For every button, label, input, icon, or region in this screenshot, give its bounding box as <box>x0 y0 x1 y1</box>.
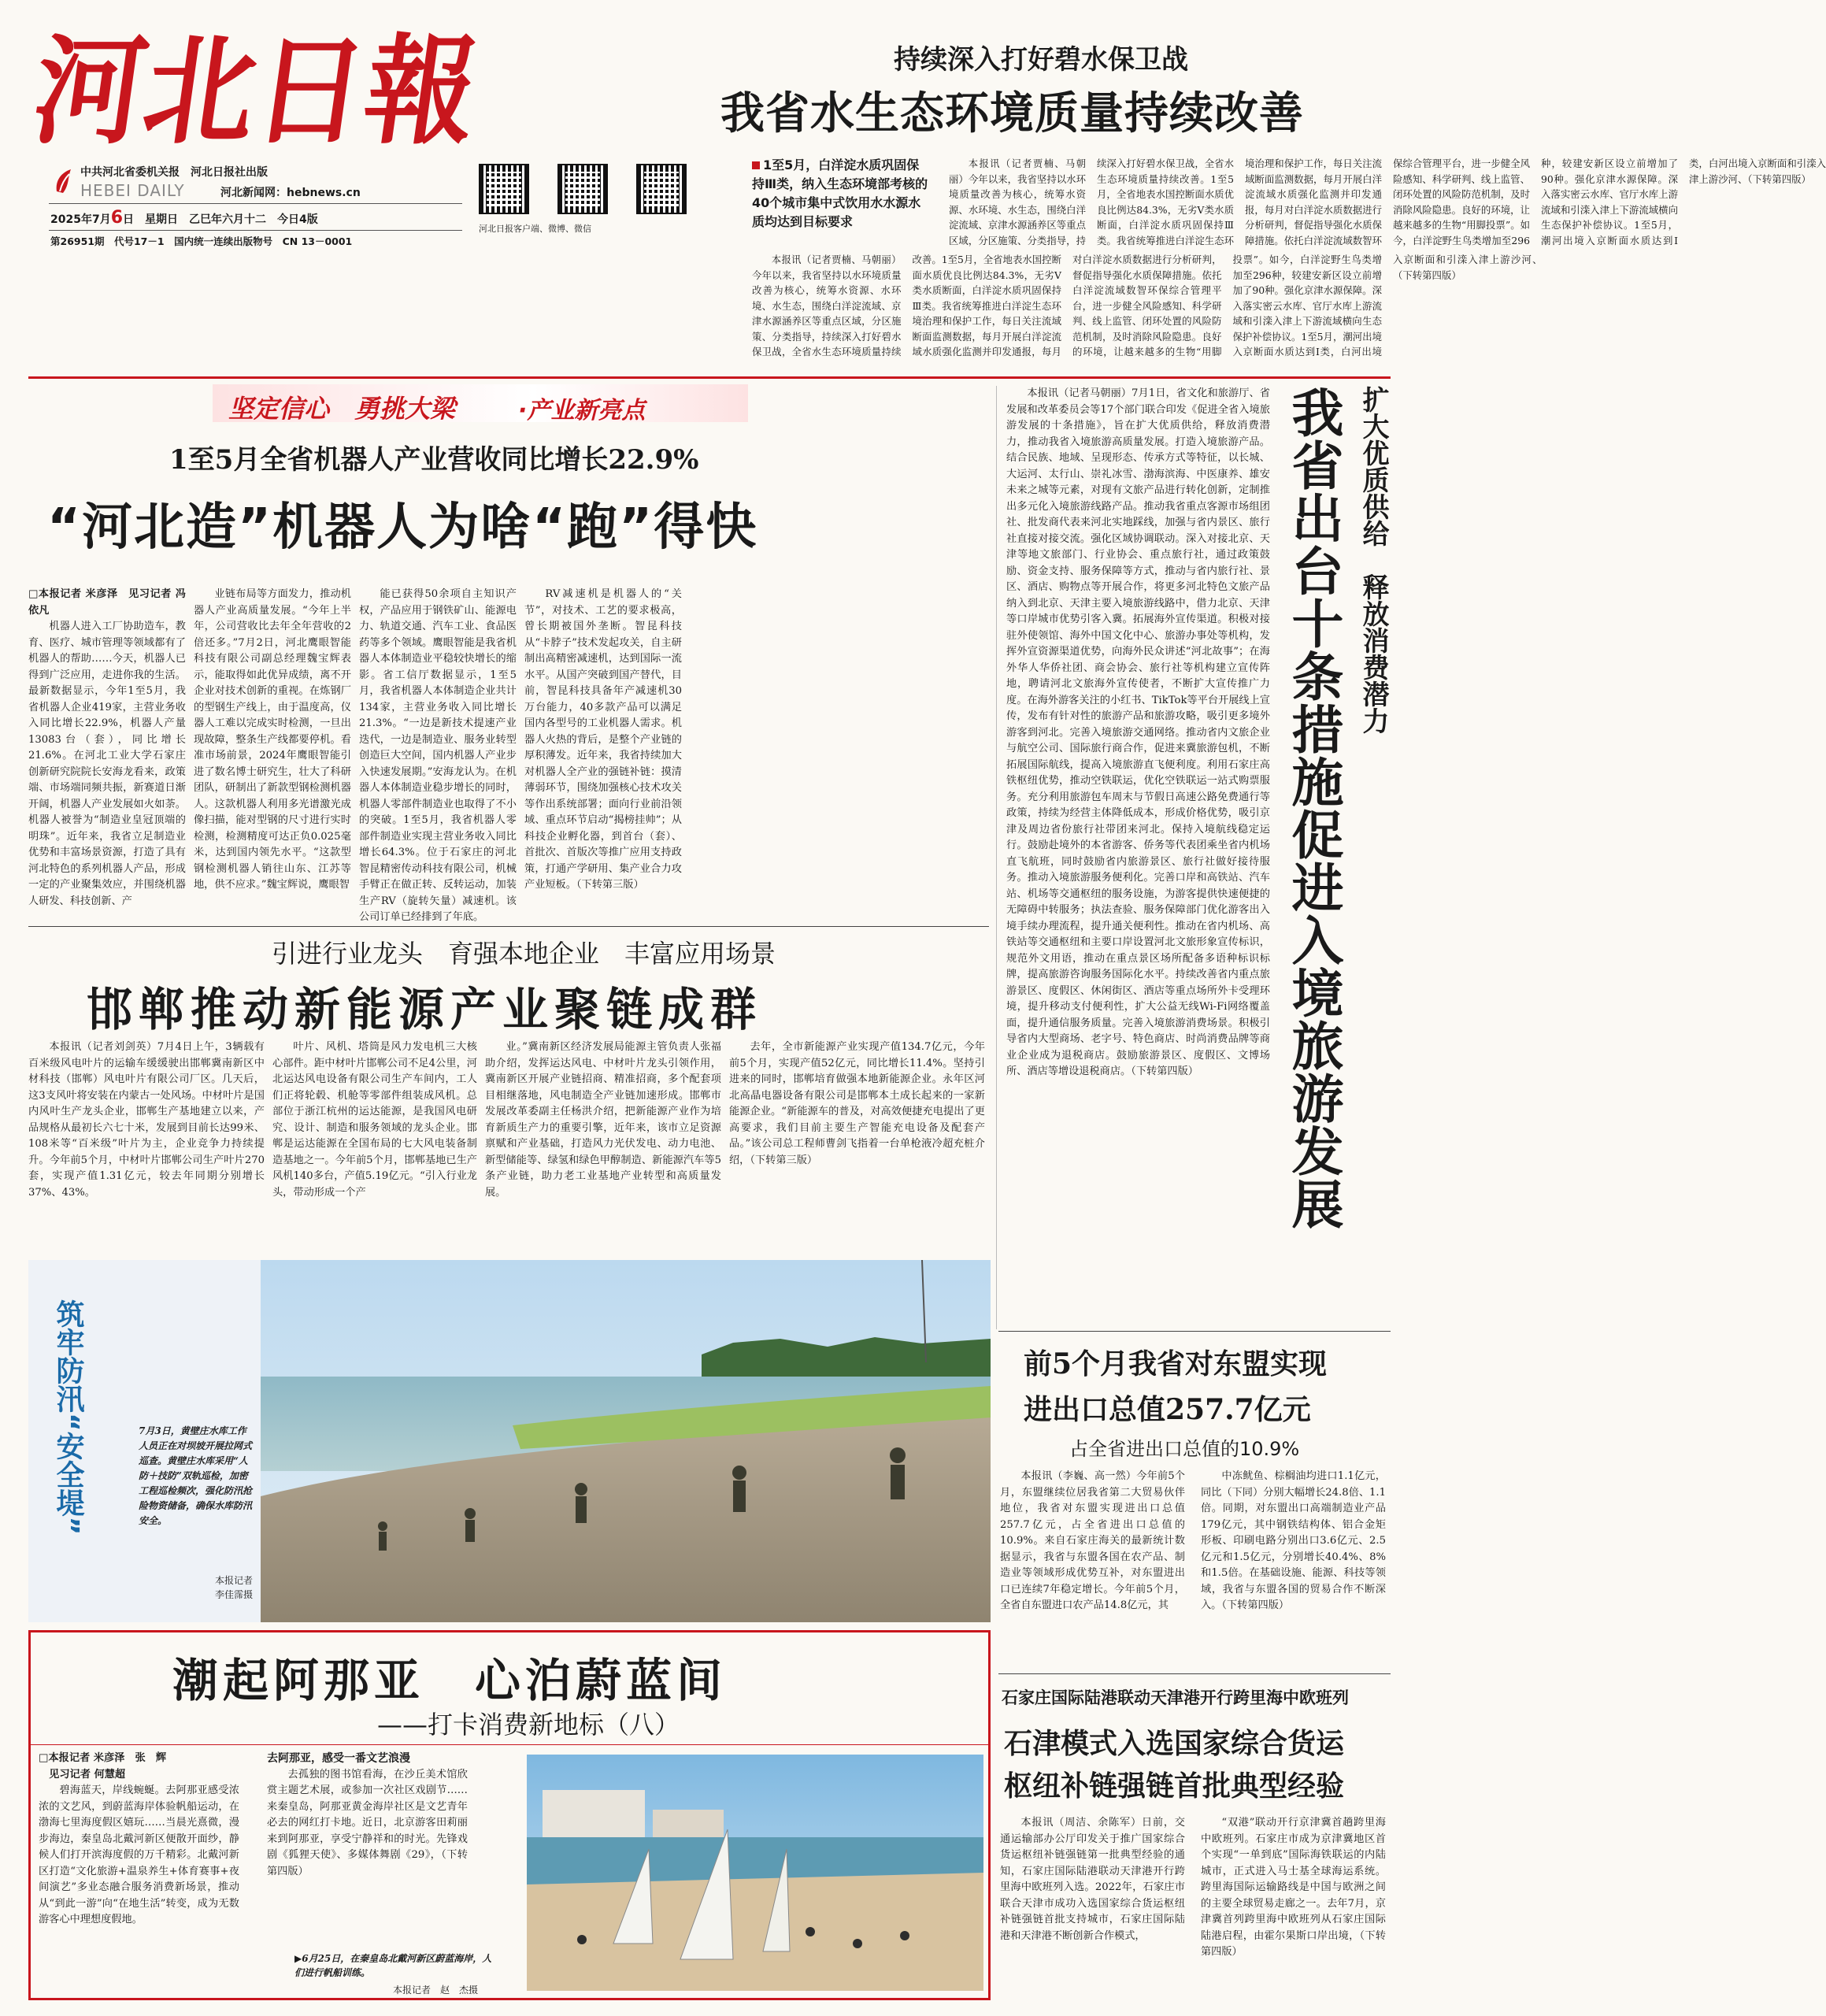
tour-box <box>28 1630 991 2000</box>
qr-caption: 河北日报客户端、微博、微信 <box>479 224 591 234</box>
lead-headline: 我省水生态环境质量持续改善 <box>720 87 1304 139</box>
masthead <box>25 16 517 252</box>
tour-col1-text: 碧海蓝天，岸线蜿蜒。去阿那亚感受浓浓的文艺风，到蔚蓝海岸体验帆船运动，在渤海七里海度假区嬉玩……当晨光熹微，漫步海边，秦皇岛北戴河新区便散开面纱，静候人们打开滨海度假的万千精彩。北戴河新区打造“文化旅游+温泉养生+体育赛事+夜间演艺”多业态融合服务消费新场景，推动从“到此一游”向“在地生活”转变，成为无数游客心中理想度假地。 <box>39 1784 239 1925</box>
asean-headline-1: 前5个月我省对东盟实现 <box>1024 1347 1328 1380</box>
robot-col-4 <box>524 587 682 925</box>
lead-body-col <box>949 156 1826 254</box>
lead-summary: 1至5月，白洋淀水质巩固保持Ⅲ类，纳入生态环境部考核的40个城市集中式饮用水水源水质均达到目标要求 <box>752 158 928 229</box>
tour-subhead: ——打卡消费新地标（八） <box>377 1710 680 1740</box>
qr-code-icon[interactable] <box>557 164 608 214</box>
newspaper-logo <box>25 16 517 161</box>
red-square-icon <box>752 161 760 169</box>
robot-col-3 <box>359 587 517 925</box>
handan-col3-text: 业。”冀南新区经济发展局能源主管负责人张福助介绍，发挥运达风电、中材叶片龙头引领作用，冀南新区开展产业链招商、精准招商，多个配套项目相继落地，风电制造全产业链加速形成。邯郸市发展改革委副主任杨洪介绍，把新能源产业作为培育新质生产力的重要引擎，近年来，该市立足资源禀赋和产业基础，打造风力光伏发电、动力电池、新型储能等、绿氢和绿色甲醇制造、新能源汽车等5条产业链，助力老工业基地产业转型和高质量发展。 <box>485 1041 721 1199</box>
handan-col-3 <box>485 1040 721 1254</box>
date-line <box>50 208 318 228</box>
handan-kicker: 引进行业龙头 育强本地企业 丰富应用场景 <box>272 939 776 969</box>
tour-byline: □本报记者 米彦泽 张 辉 见习记者 何慧超 <box>39 1752 167 1781</box>
lead-body-text: 本报讯（记者贾楠、马朝丽）今年以来，我省坚持以水环境质量改善为核心，统筹水资源、水环境、水生态，围绕白洋淀流域、京津水源涵养区等重点区域，分区施策、分类指导，持续深入打好碧水保卫战，全省水生态环境质量持续改善。1至5月，全省地表水国控断面水质优良比例达84.3%，无劣Ⅴ类水质断面，白洋淀水质巩固保持Ⅲ类。我省统筹推进白洋淀生态环境治理和保护工作，每日关注流域断面监测数据，每月开展白洋淀流域水质强化监测并印发通报，每月对白洋淀水质数据进行分析研判，督促指导强化水质保障措施。依托白洋淀流域数智环保综合管理平台，进一步健全风险感知、科学研判、线上监管、闭环处置的风险防范机制，及时消除风险隐患。良好的环境，让越来越多的生物“用脚投票”。如今，白洋淀野生鸟类增加至296种，较建安新区设立前增加了90种。强化京津水源保障。深入落实密云水库、官厅水库上游流域和引滦入津上下游流域横向生态保护补偿协议。1至5月，潮河出境入京断面水质达到Ⅰ类，白河出境入京断面和引滦入津上游沙河、（下转第四版） <box>752 254 1543 358</box>
logo-text: 河北日報 <box>25 20 517 161</box>
robot-col2-text: 业链布局等方面发力，推动机器人产业高质量发展。“今年上半年，公司营收比去年全年营收的2倍还多。”7月2日，河北鹰眼智能科技有限公司副总经理魏宝辉表示，能取得如此优异成绩，离不开企业对技术创新的重视。在炼钢厂的型钢生产线上，由于温度高，仪器人工难以完成实时检测，一旦出现故障，整条生产线都要停机。看准市场前景，2024年鹰眼智能引进了数名博士研究生，壮大了科研团队，研制出了新款型钢检测机器人。这款机器人利用多光谱激光成像扫描，能对型钢的尺寸进行实时检测，检测精度可达正负0.025毫米，达到国内领先水平。“这款型钢检测机器人销往山东、江苏等地，供不应求。”魏宝辉说，鹰眼智 <box>194 588 351 891</box>
publisher-line: 中共河北省委机关报 河北日报社出版 <box>80 166 268 179</box>
reservoir-photo <box>261 1260 991 1622</box>
date-month: 2025年7月 <box>50 213 111 226</box>
rail-headline-2: 枢纽补链强链首批典型经验 <box>1004 1770 1345 1803</box>
tourism-vertical-kicker: 扩大优质供给 释放消费潜力 <box>1357 386 1389 734</box>
asean-col-2 <box>1201 1469 1386 1666</box>
rail-col-1 <box>1000 1815 1185 2003</box>
banner-right: ·产业新亮点 <box>518 397 646 424</box>
tourism-body-text: 本报讯（记者马朝丽）7月1日，省文化和旅游厅、省发展和改革委员会等17个部门联合印发《促进全省入境旅游发展的十条措施》，旨在扩大优质供给，释放消费潜力，推动我省入境旅游高质量发展。打造入境旅游产品。结合民族、地域、呈现形态、传承方式等特征，以长城、大运河、太行山、崇礼冰雪、渤海滨海、中医康养、雄安未来之城等元素，对现有文旅产品进行转化创新，定制推出多元化入境旅游线路产品。推动我省重点客源市场组团社、批发商代表来河北实地踩线，加强与省内景区、旅行社直接对接交流。强化区域协调联动。深入对接北京、天津等地文旅部门、行业协会、重点旅行社，通过政策鼓励、资金支持、服务保障等方式，推动与省内旅行社、景区、酒店、购物点等开展合作，将更多河北特色文旅产品纳入到北京、天津主要入境旅游线路中，借力北京、天津等口岸城市优势引客入冀。拓展海外宣传渠道。积极对接驻外使领馆、海外中国文化中心、旅游办事处等机构，发挥外宣资源渠道优势，向海外民众讲述“河北故事”；在海外华人华侨社团、商会协会、旅行社等机构建立宣传阵地，聘请河北文旅海外宣传使者，不断扩大宣传推广力度。在海外游客关注的小红书、TikTok等平台开展线上宣传，发布有针对性的旅游产品和旅游攻略，吸引更多境外游客到河北。完善入境旅游交通网络。推动省内文旅企业与航空公司、国际旅行商合作，促进来冀旅游包机，不断拓展国际航线，提高入境旅游直飞便利度。利用石家庄高铁枢纽优势，推动空铁联运，优化空铁联运一站式购票服务。充分利用旅游包车周末与节假日高速公路免费通行等政策，持续为经营主体降低成本，形成价格优势，吸引京津及周边省份旅行社带团来河北。保持入境航线稳定运行。鼓励赴境外的本省游客、侨务等代表团乘坐省内机场直飞航班，同时鼓励省内旅游景区、旅行社做好接待服务。推动入境旅游服务便利化。完善口岸和高铁站、汽车站、机场等交通枢纽的服务设施，为游客提供快速便捷的无障碍中转服务；执法查验、服务保障部门优化游客出入境手续办理流程，提升通关便利性。推动在省内机场、高铁站等交通枢纽和主要口岸设置河北文旅形象宣传标识，规范外文用语，推动在重点景区场所配备多语种标识标牌，提高旅游咨询服务国际化水平。持续改善省内重点旅游景区、度假区、休闲街区、酒店等重点场所外卡受理环境，提升移动支付便利性，扩大公益无线Wi-Fi网络覆盖面，提升通信服务质量。完善入境旅游消费场景。积极引导省内大型商场、老字号、特色商店、时尚消费品牌等商业企业成为退税商店。鼓励旅游景区、度假区、文博场所、酒店等增设退税商店。（下转第四版） <box>1006 387 1270 1077</box>
flood-photo-panel <box>28 1260 991 1622</box>
lead-body-top-text: 本报讯（记者贾楠、马朝丽）今年以来，我省坚持以水环境质量改善为核心，统筹水资源、水环境、水生态，围绕白洋淀流域、京津水源涵养区等重点区域，分区施策、分类指导，持续深入打好碧水保卫战，全省水生态环境质量持续改善。1至5月，全省地表水国控断面水质优良比例达84.3%，无劣Ⅴ类水质断面，白洋淀水质巩固保持Ⅲ类。我省统筹推进白洋淀生态环境治理和保护工作，每日关注流域断面监测数据，每月开展白洋淀流域水质强化监测并印发通报，每月对白洋淀水质数据进行分析研判，督促指导强化水质保障措施。依托白洋淀流域数智环保综合管理平台，进一步健全风险感知、科学研判、线上监管、闭环处置的风险防范机制，及时消除风险隐患。良好的环境，让越来越多的生物“用脚投票”。如今，白洋淀野生鸟类增加至296种，较建安新区设立前增加了90种。强化京津水源保障。深入落实密云水库、官厅水库上游流域和引滦入津上下游流域横向生态保护补偿协议。1至5月，潮河出境入京断面水质达到Ⅰ类，白河出境入京断面和引滦入津上游沙河、（下转第四版） <box>949 158 1826 246</box>
sailing-photo <box>527 1755 983 1991</box>
robot-headline: “河北造”机器人为啥“跑”得快 <box>47 498 758 557</box>
tour-headline: 潮起阿那亚 心泊蔚蓝间 <box>172 1654 728 1707</box>
handan-headline: 邯郸推动新能源产业聚链成群 <box>87 983 763 1036</box>
tour-photo-caption: ▶6月25日，在秦皇岛北戴河新区蔚蓝海岸，人们进行帆船训练。 <box>294 1953 492 1978</box>
issue-line: 第26951期 代号17－1 国内统一连续出版物号 CN 13－0001 <box>50 235 353 247</box>
handan-col1-text: 本报讯（记者刘剑英）7月4日上午，3辆载有百米级风电叶片的运输车缓缓驶出邯郸冀南新区中材科技（邯郸）风电叶片有限公司厂区。几天后，这3支风叶将安装在内蒙古一处风场。中材叶片是国内风叶生产龙头企业，邯郸生产基地建立以来，产品规格从最初长六七十米，发展到目前长达99米、108米等“百米级”叶片为主，企业竞争力持续提升。今年前5个月，中材叶片邯郸公司生产叶片270套，实现产值1.31亿元，较去年同期分别增长37%、43%。 <box>28 1041 265 1199</box>
rail-kicker: 石家庄国际陆港联动天津港开行跨里海中欧班列 <box>1002 1688 1349 1707</box>
rail-col1-text: 本报讯（周洁、余陈军）日前，交通运输部办公厅印发关于推广国家综合货运枢纽补链强链第一批典型经验的通知，石家庄国际陆港联动天津港开行跨里海中欧班列入选。2022年，石家庄市联合天津市成功入选国家综合货运枢纽补链强链首批支持城市，石家庄国际陆港和天津港不断创新合作模式， <box>1000 1817 1185 1942</box>
banner-left: 坚定信心 勇挑大梁 <box>228 394 456 424</box>
tour-col2-head: 去阿那亚，感受一番文艺浪漫 <box>267 1752 410 1765</box>
flood-photo-caption: 7月3日，黄壁庄水库工作人员正在对坝坡开展拉网式巡查。黄壁庄水库采用“人防＋技防”双轨巡检，加密工程巡检频次，强化防汛抢险物资储备，确保水库防汛安全。 <box>139 1425 253 1526</box>
date-rest: 日 星期日 乙巳年六月十二 今日4版 <box>123 213 318 226</box>
asean-col2-text: 中冻鱿鱼、棕榈油均进口1.1亿元，同比（下同）分别大幅增长24.8倍、1.1倍。同期，对东盟出口高端制造业产品179亿元，其中钢铁结构体、铝合金矩形板、印刷电路分别出口3.6亿元、2.5亿元和1.5亿元，分别增长40.4%、8%和1.5倍。在基础设施、能源、科技等领域，我省与东盟各国的贸易合作不断深入。（下转第四版） <box>1201 1470 1386 1611</box>
handan-col-4 <box>729 1040 985 1254</box>
tour-col2-text: 去孤独的图书馆看海，在沙丘美术馆欣赏主题艺术展，或参加一次社区戏剧节……来秦皇岛，阿那亚黄金海岸社区是文艺青年必去的网红打卡地。近日，北京游客田莉丽来到阿那亚，享受宁静祥和的时光。先锋戏剧《狐狸天使》、多媒体舞剧《29》，（下转第四版） <box>267 1768 468 1877</box>
tour-photo-credit: 本报记者 赵 杰摄 <box>393 1984 479 1996</box>
robot-subhead: 1至5月全省机器人产业营收同比增长22.9% <box>169 444 699 476</box>
tourism-vertical-headline: 我省出台十条措施促进入境旅游发展 <box>1283 386 1344 1230</box>
lead-body <box>752 252 1543 366</box>
leaf-logo-icon <box>54 168 74 195</box>
lead-summary-box <box>752 156 932 232</box>
website-label[interactable]: 河北新闻网：hebnews.cn <box>220 187 361 199</box>
robot-col3-text: 能已获得50余项自主知识产权，产品应用于钢铁矿山、能源电力、轨道交通、汽车工业、食品医药等多个领域。鹰眼智能是我省机器人本体制造业平稳较快增长的缩影。省工信厅数据显示，1至5月，我省机器人本体制造企业共计134家，主营业务收入同比增长21.3%。“一边是新技术提速产业迭代，一边是制造业、服务业转型创造巨大空间，国内机器人产业步入快速发展期。”安海龙认为。在机器人本体制造业稳步增长的同时，机器人零部件制造业也取得了不小的突破。1至5月，我省机器人零部件制造业实现主营业务收入同比增长64.3%。位于石家庄的河北智昆精密传动科技有限公司，机械手臂正在做正转、反转运动，加装生产RV（旋转矢量）减速机。该公司订单已经排到了年底。 <box>359 588 517 923</box>
robot-col-1 <box>28 587 186 925</box>
logo-calligraphy <box>25 16 517 161</box>
robot-col1-text: 机器人进入工厂协助造车，教育、医疗、城市管理等领域都有了机器人的帮助……今天，机器人已得到广泛应用，走进你我的生活。最新数据显示，今年1至5月，我省机器人企业419家，主营业务收入同比增长22.9%，机器人产量13083台（套），同比增长21.6%。在河北工业大学石家庄创新研究院院长安海龙看来，政策端、市场端同频共振，新赛道日渐开阔，机器人产业发展如火如荼。机器人被誉为“制造业皇冠顶端的明珠”。近年来，我省立足制造业优势和丰富场景资源，打造了具有河北特色的系列机器人产品，形成一定的产业聚集效应，并围绕机器人研发、科技创新、产 <box>28 621 186 907</box>
flood-photo-credit: 本报记者 李佳霈摄 <box>214 1575 253 1600</box>
asean-subhead: 占全省进出口总值的10.9% <box>1069 1438 1300 1460</box>
rail-headline-1: 石津模式入选国家综合货运 <box>1004 1727 1345 1760</box>
handan-col-1 <box>28 1040 265 1254</box>
english-name: HEBEI DAILY <box>80 181 185 200</box>
handan-col4-text: 去年，全市新能源产业实现产值134.7亿元，今年前5个月，实现产值52亿元，同比增长11.4%。坚持引进来的同时，邯郸培育做强本地新能源企业。永年区河北高晶电器设备有限公司是邯郸本土成长起来的一家新能源企业。“新能源车的普及，对高效便捷充电提出了更高要求，我们目前主要生产智能充电设备及配套产品。”该公司总工程师曹剑飞指着一台单枪液冷超充桩介绍，（下转第三版） <box>729 1041 985 1166</box>
handan-col-2 <box>272 1040 477 1254</box>
robot-byline: □本报记者 米彦泽 见习记者 冯依凡 <box>28 588 186 617</box>
rail-col2-text: “双港”联动开行京津冀首趟跨里海中欧班列。石家庄市成为京津冀地区首个实现“一单到底”国际海铁联运的内陆城市，正式进入马士基全球海运系统。跨里海国际运输路线是中国与欧洲之间的主要全球贸易走廊之一。去年7月，京津冀首列跨里海中欧班列从石家庄国际陆港启程，由霍尔果斯口岸出境，（下转第四版） <box>1201 1817 1386 1958</box>
flood-photo-title: 筑牢防汛“安全堤” <box>52 1299 84 1536</box>
robot-col-2 <box>194 587 351 925</box>
asean-col-1 <box>1000 1469 1185 1666</box>
asean-col1-text: 本报讯（李巍、高一然）今年前5个月，东盟继续位居我省第二大贸易伙伴地位，我省对东盟实现进出口总值257.7亿元，占全省进出口总值的10.9%。来自石家庄海关的最新统计数据显示，我省与东盟各国在农产品、制造业等领域形成优势互补，对东盟进出口已连续7年稳定增长。今年前5个月，全省自东盟进口农产品14.8亿元，其 <box>1000 1470 1185 1611</box>
date-day: 6 <box>110 208 124 228</box>
rail-col-2 <box>1201 1815 1386 2003</box>
tourism-body <box>1006 386 1270 1323</box>
handan-col2-text: 叶片、风机、塔筒是风力发电机三大核心部件。距中材叶片邯郸公司不足4公里，河北运达风电设备有限公司生产车间内，工人们正将轮毂、机舱等零部件组装成风机。总部位于浙江杭州的运达能源，是我国风电研究、设计、制造和服务领域的龙头企业。邯郸是运达能源在全国布局的七大风电装备制造基地之一。今年前5个月，邯郸基地已生产风机140多台，产值5.19亿元。“引入行业龙头，带动形成一个产 <box>272 1041 477 1199</box>
asean-headline-2: 进出口总值257.7亿元 <box>1024 1393 1311 1426</box>
banner <box>213 384 748 422</box>
robot-col4-text: RV减速机是机器人的“关节”，对技术、工艺的要求极高，曾长期被国外垄断。智昆科技从“卡脖子”技术发起攻关，自主研制出高精密减速机，达到国际一流水平。从国产突破到国产替代，目前，智昆科技具备年产减速机30万台能力，40多款产品可以满足国内各型号的工业机器人需求。机器人火热的背后，是整个产业链的厚积薄发。近年来，我省持续加大对机器人全产业的强链补链：摸清薄弱环节，围绕加强核心技术攻关等作出系统部署；面向行业前沿领域、重点环节启动“揭榜挂帅”；从科技企业孵化器，到首台（套）、首批次、首版次等推广应用支持政策，打通产学研用、集产业合力攻产业短板。（下转第三版） <box>524 588 682 891</box>
qr-code-icon[interactable] <box>479 164 529 214</box>
lead-kicker: 持续深入打好碧水保卫战 <box>894 44 1188 76</box>
tour-col-1 <box>39 1751 239 1991</box>
qr-code-icon[interactable] <box>636 164 687 214</box>
